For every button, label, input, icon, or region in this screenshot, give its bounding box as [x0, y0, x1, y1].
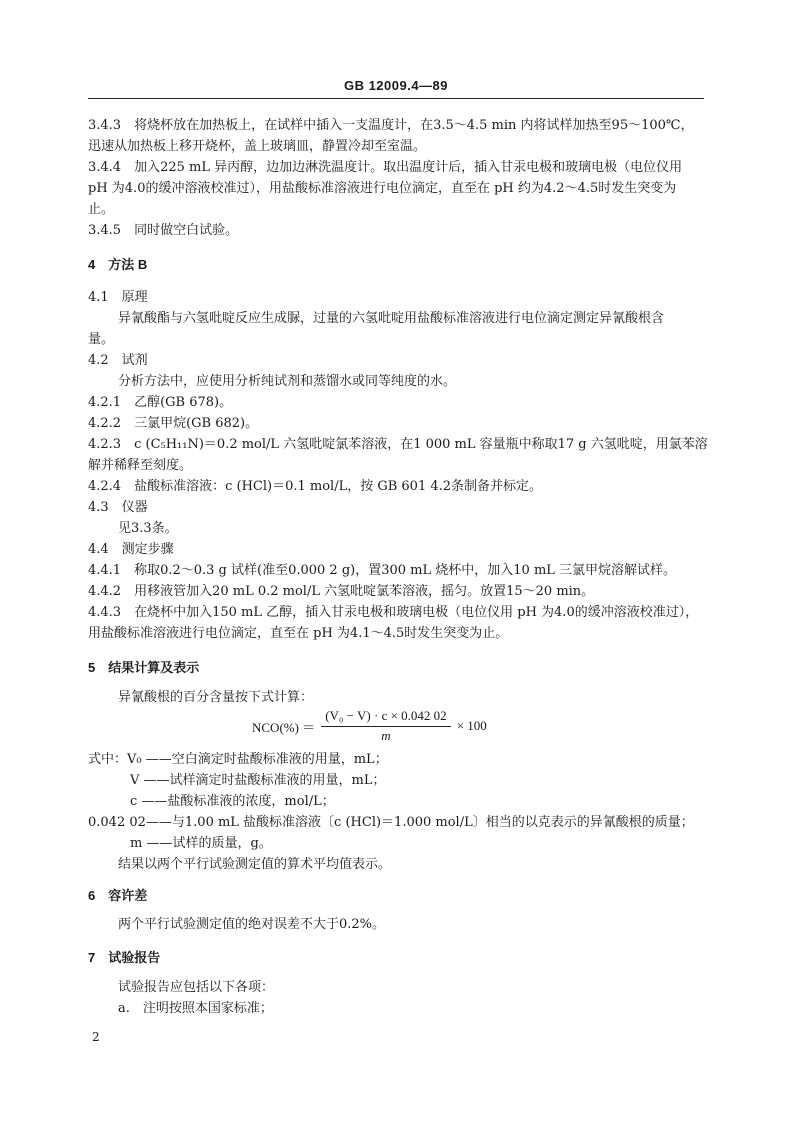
clause-4-4-heading: 4.4 测定步骤 — [88, 542, 174, 557]
clause-4-3-text: 见3.3条。 — [118, 521, 178, 536]
result-statement: 结果以两个平行试验测定值的算术平均值表示。 — [118, 857, 392, 872]
clause-4-2-3-line-2: 解并稀释至刻度。 — [88, 458, 193, 473]
tolerance-statement: 两个平行试验测定值的绝对误差不大于0.2%。 — [118, 917, 386, 932]
section-4-heading: 4 方法 B — [88, 257, 148, 272]
clause-4-1-text-1: 异氰酸酯与六氢吡啶反应生成脲，过量的六氢吡啶用盐酸标准溶液进行电位滴定测定异氰酸根含 — [118, 311, 665, 326]
clause-3-4-5: 3.4.5 同时做空白试验。 — [88, 223, 239, 238]
clause-4-3-heading: 4.3 仪器 — [88, 500, 148, 515]
legend-m: m ——试样的质量，g。 — [130, 836, 272, 851]
section-6-heading: 6 容许差 — [88, 888, 148, 903]
clause-3-4-4-line-2: pH 为4.0的缓冲溶液校准过），用盐酸标准溶液进行电位滴定，直至在 pH 约为4.2～4.5时发生突变为 — [88, 181, 677, 196]
legend-c: c ——盐酸标准液的浓度，mol/L； — [130, 794, 335, 809]
nco-formula — [252, 706, 487, 746]
clause-4-4-1: 4.4.1 称取0.2～0.3 g 试样(准至0.000 2 g)，置300 mL 烧杯中，加入10 mL 三氯甲烷溶解试样。 — [88, 563, 677, 578]
clause-4-4-3-line-1: 4.4.3 在烧杯中加入150 mL 乙醇，插入甘汞电极和玻璃电极（电位仪用 pH 为4.0的缓冲溶液校准过）， — [88, 605, 699, 620]
formula-fraction — [321, 708, 451, 745]
legend-v0: 式中：V₀ ——空白滴定时盐酸标准液的用量，mL； — [88, 752, 388, 767]
legend-constant: 0.042 02——与1.00 mL 盐酸标准溶液〔c (HCl)＝1.000 mol/L〕相当的以克表示的异氰酸根的质量； — [88, 815, 694, 830]
clause-3-4-3-line-1: 3.4.3 将烧杯放在加热板上，在试样中插入一支温度计，在3.5～4.5 min 内将试样加热至95～100℃， — [88, 118, 694, 133]
clause-4-2-3-line-1: 4.2.3 c (C₅H₁₁N)＝0.2 mol/L 六氢吡啶氯苯溶液，在1 000 mL 容量瓶中称取17 g 六氢吡啶，用氯苯溶 — [88, 437, 708, 452]
clause-4-2-text: 分析方法中，应使用分析纯试剂和蒸馏水或同等纯度的水。 — [118, 374, 457, 389]
formula-lhs: NCO(%) ＝ — [252, 719, 316, 735]
clause-4-4-3-line-2: 用盐酸标准溶液进行电位滴定，直至在 pH 为4.1～4.5时发生突变为止。 — [88, 626, 509, 641]
clause-4-2-1: 4.2.1 乙醇(GB 678)。 — [88, 395, 233, 410]
formula-numerator: (V₀ − V) · c × 0.042 02 — [321, 708, 451, 727]
formula-denominator: m — [381, 727, 391, 743]
clause-3-4-4-line-1: 3.4.4 加入225 mL 异丙醇，边加边淋洗温度计。取出温度计后，插入甘汞电极和玻璃电极（电位仪用 — [88, 160, 683, 175]
formula-intro: 异氰酸根的百分含量按下式计算： — [118, 690, 314, 705]
report-item-a: a. 注明按照本国家标准； — [118, 1001, 273, 1016]
header-rule — [88, 98, 704, 99]
page-header-code: GB 12009.4—89 — [343, 78, 449, 93]
clause-3-4-4-line-3: 止。 — [88, 202, 115, 217]
clause-4-4-2: 4.4.2 用移液管加入20 mL 0.2 mol/L 六氢吡啶氯苯溶液，摇匀。放置15～20 min。 — [88, 584, 595, 599]
formula-tail: × 100 — [456, 718, 487, 733]
section-5-heading: 5 结果计算及表示 — [88, 660, 200, 675]
clause-4-2-4: 4.2.4 盐酸标准溶液：c (HCl)＝0.1 mol/L，按 GB 601 4.2条制备并标定。 — [88, 479, 543, 494]
clause-4-2-2: 4.2.2 三氯甲烷(GB 682)。 — [88, 416, 259, 431]
page-number: 2 — [92, 1030, 100, 1044]
section-7-heading: 7 试验报告 — [88, 950, 161, 965]
clause-3-4-3-line-2: 迅速从加热板上移开烧杯，盖上玻璃皿，静置冷却至室温。 — [88, 139, 427, 154]
clause-4-2-heading: 4.2 试剂 — [88, 353, 148, 368]
clause-4-1-heading: 4.1 原理 — [88, 290, 148, 305]
report-intro: 试验报告应包括以下各项： — [118, 980, 275, 995]
legend-v: V ——试样滴定时盐酸标准液的用量，mL； — [130, 773, 386, 788]
clause-4-1-text-2: 量。 — [88, 332, 115, 347]
